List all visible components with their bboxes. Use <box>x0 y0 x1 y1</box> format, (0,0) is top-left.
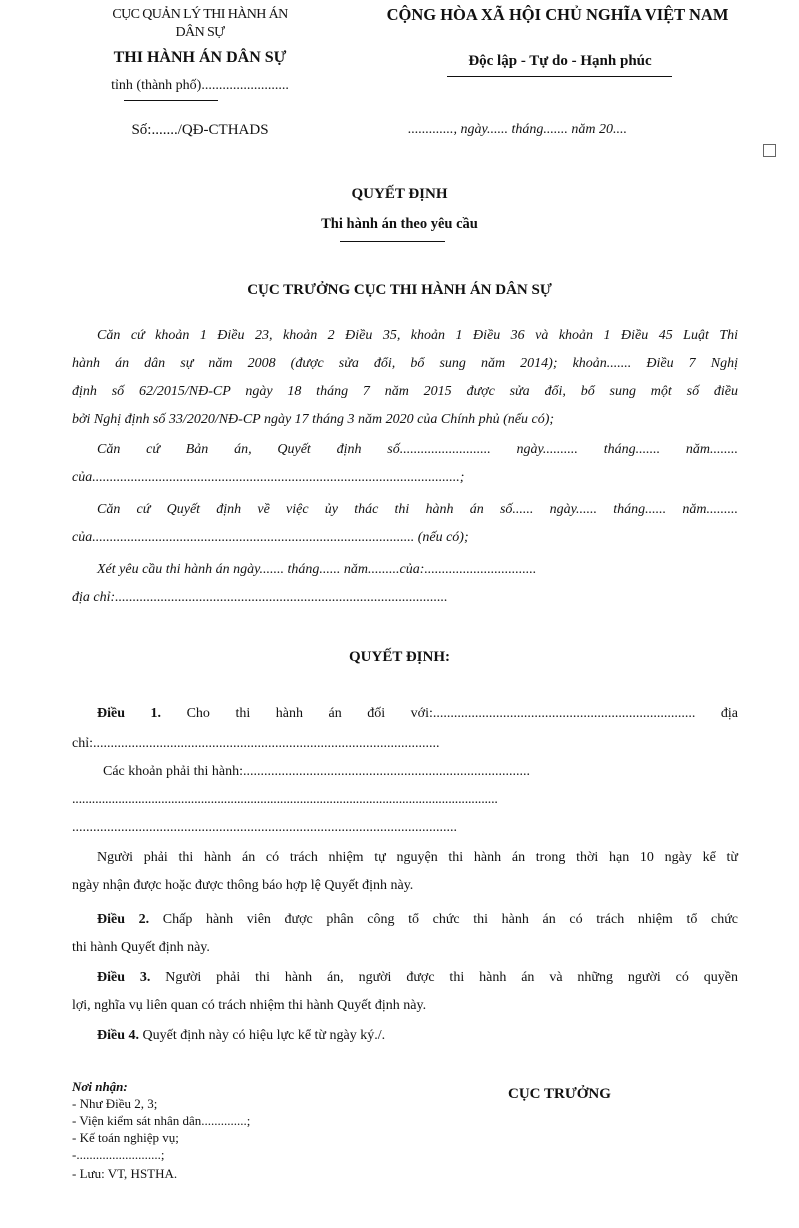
article-2 <box>97 911 738 929</box>
article-line: Các khoản phải thi hành:.................................................................................. <box>103 764 530 779</box>
recipient-item: - Như Điều 2, 3; <box>72 1096 158 1111</box>
preamble-line: Xét yêu cầu thi hành án ngày....... tháng...... năm.........của:................................ <box>97 562 537 577</box>
preamble-line: Căn cứ Bản án, Quyết định số.......................... ngày.......... tháng....... năm........ <box>97 442 738 457</box>
document-subtitle: Thi hành án theo yêu cầu <box>321 216 478 232</box>
article-line: Người phải thi hành án có trách nhiệm tự nguyện thi hành án trong thời hạn 10 ngày kể từ <box>97 850 738 865</box>
preamble-line: của............................................................................................ (nếu có); <box>72 530 469 545</box>
article-text: Người phải thi hành án, người được thi hành án và những người có quyền <box>150 970 738 985</box>
document-number: Số:......./QĐ-CTHADS <box>131 122 269 138</box>
motto: Độc lập - Tự do - Hạnh phúc <box>468 53 652 69</box>
article-3 <box>97 969 738 987</box>
article-line: .............................................................................................................. <box>72 820 457 835</box>
article-text: Chấp hành viên được phân công tổ chức thi hành án có trách nhiệm tổ chức <box>149 912 738 927</box>
motto-underline <box>447 76 672 77</box>
checkbox[interactable] <box>763 144 776 157</box>
document-title: QUYẾT ĐỊNH <box>351 186 448 202</box>
article-line: chỉ:................................................................................................... <box>72 736 440 751</box>
preamble-line: của.........................................................................................................; <box>72 470 465 485</box>
agency-name: CỤC QUẢN LÝ THI HÀNH ÁN <box>112 7 288 22</box>
article-line: thi hành Quyết định này. <box>72 940 210 955</box>
preamble-line: địa chỉ:............................................................................................... <box>72 590 448 605</box>
article-line: lợi, nghĩa vụ liên quan có trách nhiệm thi hành Quyết định này. <box>72 998 427 1013</box>
article-4 <box>97 1027 385 1045</box>
header-underline <box>124 100 218 101</box>
article-line: ................................................................................................................................. <box>72 792 498 807</box>
article-label: Điều 4. <box>97 1028 139 1043</box>
issuing-authority: CỤC TRƯỞNG CỤC THI HÀNH ÁN DÂN SỰ <box>247 282 552 298</box>
preamble-line: Căn cứ Quyết định về việc ủy thác thi hành án số...... ngày...... tháng...... năm......... <box>97 502 738 517</box>
preamble-line: định số 62/2015/NĐ-CP ngày 18 tháng 7 năm 2015 được sửa đổi, bổ sung một số điều <box>72 384 738 399</box>
article-line: ngày nhận được hoặc được thông báo hợp lệ Quyết định này. <box>72 878 414 893</box>
preamble-line: hành án dân sự năm 2008 (được sửa đổi, bổ sung năm 2014); khoản....... Điều 7 Nghị <box>72 356 738 371</box>
preamble-line: Căn cứ khoản 1 Điều 23, khoản 2 Điều 35, khoản 1 Điều 36 và khoản 1 Điều 45 Luật Thi <box>97 328 738 343</box>
nation-name: CỘNG HÒA XÃ HỘI CHỦ NGHĨA VIỆT NAM <box>386 5 729 24</box>
article-text: Quyết định này có hiệu lực kể từ ngày ký./. <box>139 1028 386 1043</box>
article-label: Điều 2. <box>97 912 150 927</box>
province: tỉnh (thành phố)......................... <box>111 78 289 93</box>
agency-name-cont: DÂN SỰ <box>175 25 225 40</box>
preamble-line: bởi Nghị định số 33/2020/NĐ-CP ngày 17 tháng 3 năm 2020 của Chính phủ (nếu có); <box>72 412 555 427</box>
article-1 <box>97 705 738 723</box>
recipient-item: - Kế toán nghiệp vụ; <box>72 1130 179 1145</box>
recipient-item: - Lưu: VT, HSTHA. <box>72 1166 178 1181</box>
decision-heading: QUYẾT ĐỊNH: <box>349 649 450 665</box>
article-text: Cho thi hành án đối với:........................................................................... địa <box>161 706 738 721</box>
signature-title: CỤC TRƯỞNG <box>508 1086 611 1102</box>
title-underline <box>340 241 445 242</box>
document-date: ............., ngày...... tháng....... năm 20.... <box>408 122 627 137</box>
recipient-item: -..........................; <box>72 1147 165 1162</box>
office-name: THI HÀNH ÁN DÂN SỰ <box>113 49 287 66</box>
recipient-item: - Viện kiểm sát nhân dân..............; <box>72 1113 251 1128</box>
article-label: Điều 1. <box>97 706 162 721</box>
article-label: Điều 3. <box>97 970 151 985</box>
recipients-heading: Nơi nhận: <box>72 1079 128 1094</box>
